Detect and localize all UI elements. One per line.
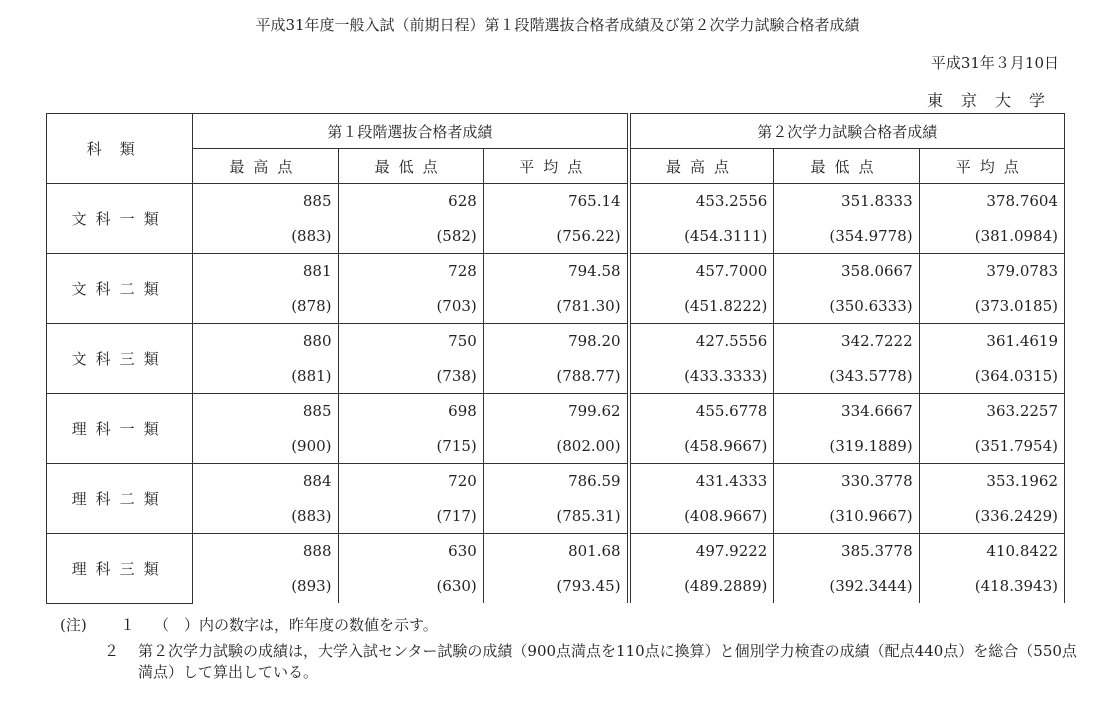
current-value-cell: 786.59 [483, 464, 628, 499]
column-header: 最低点 [338, 149, 483, 184]
previous-value-cell: (392.3444) [774, 568, 919, 603]
current-value-cell: 888 [193, 534, 338, 569]
previous-value-cell: (881) [193, 358, 338, 394]
current-value-cell: 410.8422 [919, 534, 1064, 569]
previous-value-cell: (717) [338, 498, 483, 534]
current-value-cell: 885 [193, 394, 338, 429]
category-cell: 理科二類 [47, 464, 193, 534]
previous-value-cell: (418.3943) [919, 568, 1064, 603]
current-value-cell: 378.7604 [919, 184, 1064, 219]
note-number: ２ [104, 642, 120, 660]
table-row [47, 254, 1065, 289]
previous-value-cell: (343.5778) [774, 358, 919, 394]
note-text: 第２次学力試験の成績は，大学入試センター試験の成績（900点満点を110点に換算）と個別学力検査の成績（配点440点）を総合（550点満点）して算出している。 [138, 642, 1077, 681]
previous-value-cell: (381.0984) [919, 218, 1064, 254]
column-header: 平均点 [919, 149, 1064, 184]
previous-value-cell: (454.3111) [629, 218, 774, 254]
notes [60, 615, 1078, 683]
previous-value-cell: (781.30) [483, 288, 628, 324]
column-header: 最高点 [193, 149, 338, 184]
table-row [47, 464, 1065, 499]
table-row [47, 498, 1065, 534]
current-value-cell: 880 [193, 324, 338, 359]
current-value-cell: 799.62 [483, 394, 628, 429]
current-value-cell: 698 [338, 394, 483, 429]
table-body [47, 184, 1065, 604]
previous-value-cell: (351.7954) [919, 428, 1064, 464]
current-value-cell: 455.6778 [629, 394, 774, 429]
current-value-cell: 497.9222 [629, 534, 774, 569]
previous-value-cell: (630) [338, 568, 483, 603]
current-value-cell: 801.68 [483, 534, 628, 569]
current-value-cell: 427.5556 [629, 324, 774, 359]
category-cell: 理科三類 [47, 534, 193, 604]
previous-value-cell: (336.2429) [919, 498, 1064, 534]
current-value-cell: 720 [338, 464, 483, 499]
current-value-cell: 358.0667 [774, 254, 919, 289]
first-stage-header: 第１段階選抜合格者成績 [193, 114, 629, 149]
document-title: 平成31年度一般入試（前期日程）第１段階選抜合格者成績及び第２次学力試験合格者成績 [255, 16, 860, 34]
issue-date: 平成31年３月10日 [930, 54, 1059, 72]
previous-value-cell: (354.9778) [774, 218, 919, 254]
previous-value-cell: (738) [338, 358, 483, 394]
previous-value-cell: (883) [193, 218, 338, 254]
current-value-cell: 885 [193, 184, 338, 219]
category-cell: 理科一類 [47, 394, 193, 464]
previous-value-cell: (582) [338, 218, 483, 254]
table-row [47, 288, 1065, 324]
column-header: 最高点 [629, 149, 774, 184]
current-value-cell: 794.58 [483, 254, 628, 289]
current-value-cell: 750 [338, 324, 483, 359]
previous-value-cell: (756.22) [483, 218, 628, 254]
table-row [47, 184, 1065, 219]
column-header: 最低点 [774, 149, 919, 184]
current-value-cell: 457.7000 [629, 254, 774, 289]
note-item [60, 615, 1078, 636]
previous-value-cell: (793.45) [483, 568, 628, 603]
current-value-cell: 351.8333 [774, 184, 919, 219]
current-value-cell: 765.14 [483, 184, 628, 219]
column-header: 平均点 [483, 149, 628, 184]
previous-value-cell: (788.77) [483, 358, 628, 394]
current-value-cell: 361.4619 [919, 324, 1064, 359]
previous-value-cell: (703) [338, 288, 483, 324]
previous-value-cell: (458.9667) [629, 428, 774, 464]
category-cell: 文科二類 [47, 254, 193, 324]
current-value-cell: 453.2556 [629, 184, 774, 219]
current-value-cell: 881 [193, 254, 338, 289]
previous-value-cell: (433.3333) [629, 358, 774, 394]
current-value-cell: 330.3778 [774, 464, 919, 499]
previous-value-cell: (893) [193, 568, 338, 603]
previous-value-cell: (878) [193, 288, 338, 324]
table-row [47, 568, 1065, 603]
second-exam-header: 第２次学力試験合格者成績 [629, 114, 1065, 149]
current-value-cell: 884 [193, 464, 338, 499]
category-header: 科類 [47, 114, 193, 184]
table-row [47, 358, 1065, 394]
table-row [47, 324, 1065, 359]
table-row [47, 218, 1065, 254]
current-value-cell: 334.6667 [774, 394, 919, 429]
current-value-cell: 342.7222 [774, 324, 919, 359]
previous-value-cell: (883) [193, 498, 338, 534]
current-value-cell: 728 [338, 254, 483, 289]
category-cell: 文科三類 [47, 324, 193, 394]
notes-lead: (注) [60, 616, 87, 634]
previous-value-cell: (900) [193, 428, 338, 464]
note-text: （ ）内の数字は，昨年度の数値を示す。 [154, 616, 438, 634]
current-value-cell: 628 [338, 184, 483, 219]
table-row [47, 394, 1065, 429]
previous-value-cell: (319.1889) [774, 428, 919, 464]
results-table [46, 113, 1065, 604]
current-value-cell: 385.3778 [774, 534, 919, 569]
category-cell: 文科一類 [47, 184, 193, 254]
previous-value-cell: (310.9667) [774, 498, 919, 534]
note-item [104, 641, 1078, 683]
organization-name: 東京大学 [926, 91, 1063, 110]
current-value-cell: 630 [338, 534, 483, 569]
current-value-cell: 379.0783 [919, 254, 1064, 289]
current-value-cell: 353.1962 [919, 464, 1064, 499]
table-row [47, 534, 1065, 569]
previous-value-cell: (373.0185) [919, 288, 1064, 324]
previous-value-cell: (785.31) [483, 498, 628, 534]
previous-value-cell: (715) [338, 428, 483, 464]
previous-value-cell: (451.8222) [629, 288, 774, 324]
note-number: １ [120, 616, 136, 634]
current-value-cell: 798.20 [483, 324, 628, 359]
previous-value-cell: (350.6333) [774, 288, 919, 324]
previous-value-cell: (489.2889) [629, 568, 774, 603]
previous-value-cell: (802.00) [483, 428, 628, 464]
table-row [47, 428, 1065, 464]
previous-value-cell: (364.0315) [919, 358, 1064, 394]
current-value-cell: 363.2257 [919, 394, 1064, 429]
previous-value-cell: (408.9667) [629, 498, 774, 534]
current-value-cell: 431.4333 [629, 464, 774, 499]
